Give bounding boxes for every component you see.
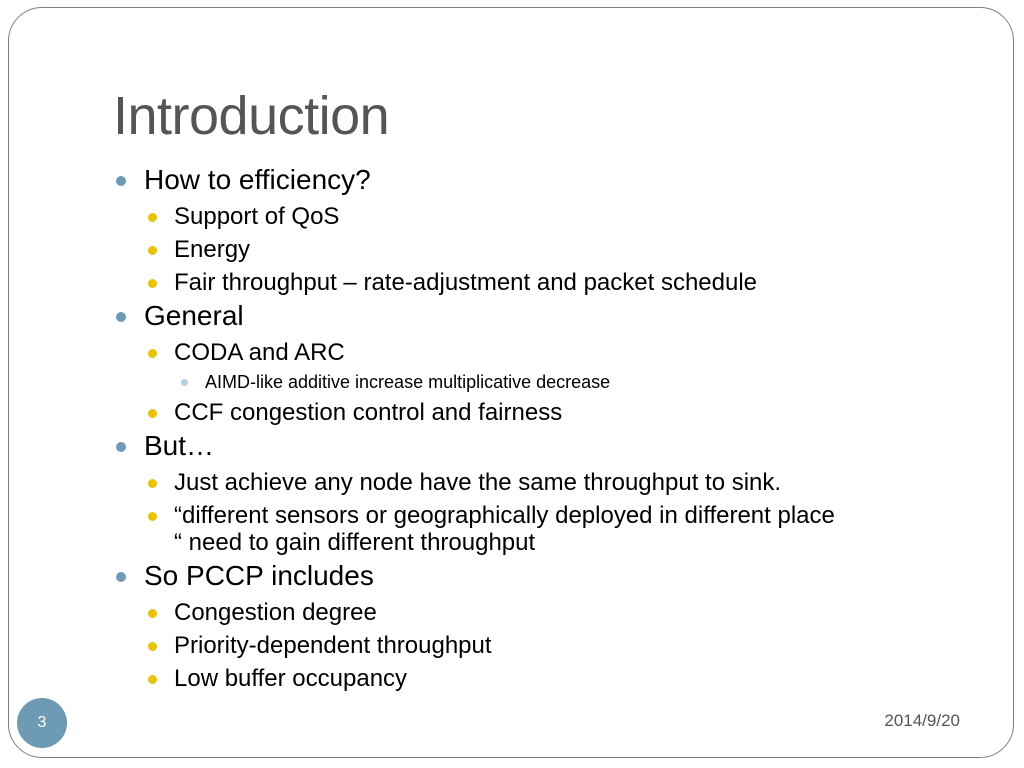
sub-bullet-congestion-degree xyxy=(114,599,974,626)
sub-bullet-priority-throughput xyxy=(114,632,974,659)
bullet-general xyxy=(114,299,974,333)
bullet-text: CCF congestion control and fairness xyxy=(174,399,563,426)
slide-content xyxy=(114,163,974,692)
bullet-dot-icon xyxy=(148,349,157,358)
bullet-how-to-efficiency xyxy=(114,163,974,197)
bullet-text: Priority-dependent throughput xyxy=(174,632,492,659)
bullet-pccp-includes xyxy=(114,559,974,593)
bullet-dot-icon xyxy=(148,279,157,288)
sub-bullet-coda-arc xyxy=(114,339,974,366)
bullet-text: But… xyxy=(144,430,215,461)
bullet-text: So PCCP includes xyxy=(144,560,374,591)
slide-date: 2014/9/20 xyxy=(884,711,960,730)
bullet-dot-icon xyxy=(148,675,157,684)
bullet-text: How to efficiency? xyxy=(144,164,371,195)
bullet-text: Low buffer occupancy xyxy=(174,665,408,692)
bullet-text: Energy xyxy=(174,236,251,263)
sub-bullet-ccf xyxy=(114,399,974,426)
bullet-text: CODA and ARC xyxy=(174,339,345,366)
bullet-text-line2: “ need to gain different throughput xyxy=(174,529,536,556)
bullet-dot-icon xyxy=(116,312,126,322)
slide-number-badge: 3 xyxy=(17,698,67,748)
bullet-dot-icon xyxy=(116,572,126,582)
sub-bullet-fair-throughput xyxy=(114,269,974,296)
bullet-dot-icon xyxy=(181,379,188,386)
bullet-text: General xyxy=(144,300,244,331)
bullet-dot-icon xyxy=(148,246,157,255)
sub-bullet-same-throughput xyxy=(114,469,974,496)
bullet-text: Just achieve any node have the same throughput to sink. xyxy=(174,469,782,496)
bullet-text: AIMD-like additive increase multiplicative decrease xyxy=(205,372,611,392)
sub-bullet-energy xyxy=(114,236,974,263)
bullet-dot-icon xyxy=(148,609,157,618)
bullet-dot-icon xyxy=(116,176,126,186)
bullet-dot-icon xyxy=(148,409,157,418)
bullet-dot-icon xyxy=(148,642,157,651)
slide-title: Introduction xyxy=(113,86,390,146)
bullet-text: Support of QoS xyxy=(174,203,340,230)
bullet-dot-icon xyxy=(148,512,157,521)
sub-bullet-different-sensors xyxy=(114,502,974,556)
bullet-but xyxy=(114,429,974,463)
bullet-text: Fair throughput – rate-adjustment and packet schedule xyxy=(174,269,758,296)
sub-sub-bullet-aimd xyxy=(114,371,974,393)
bullet-text-line1: “different sensors or geographically deployed in different place xyxy=(174,502,835,529)
sub-bullet-support-qos xyxy=(114,203,974,230)
sub-bullet-low-buffer xyxy=(114,665,974,692)
bullet-dot-icon xyxy=(148,213,157,222)
bullet-dot-icon xyxy=(116,442,126,452)
bullet-text: Congestion degree xyxy=(174,599,377,626)
bullet-dot-icon xyxy=(148,479,157,488)
